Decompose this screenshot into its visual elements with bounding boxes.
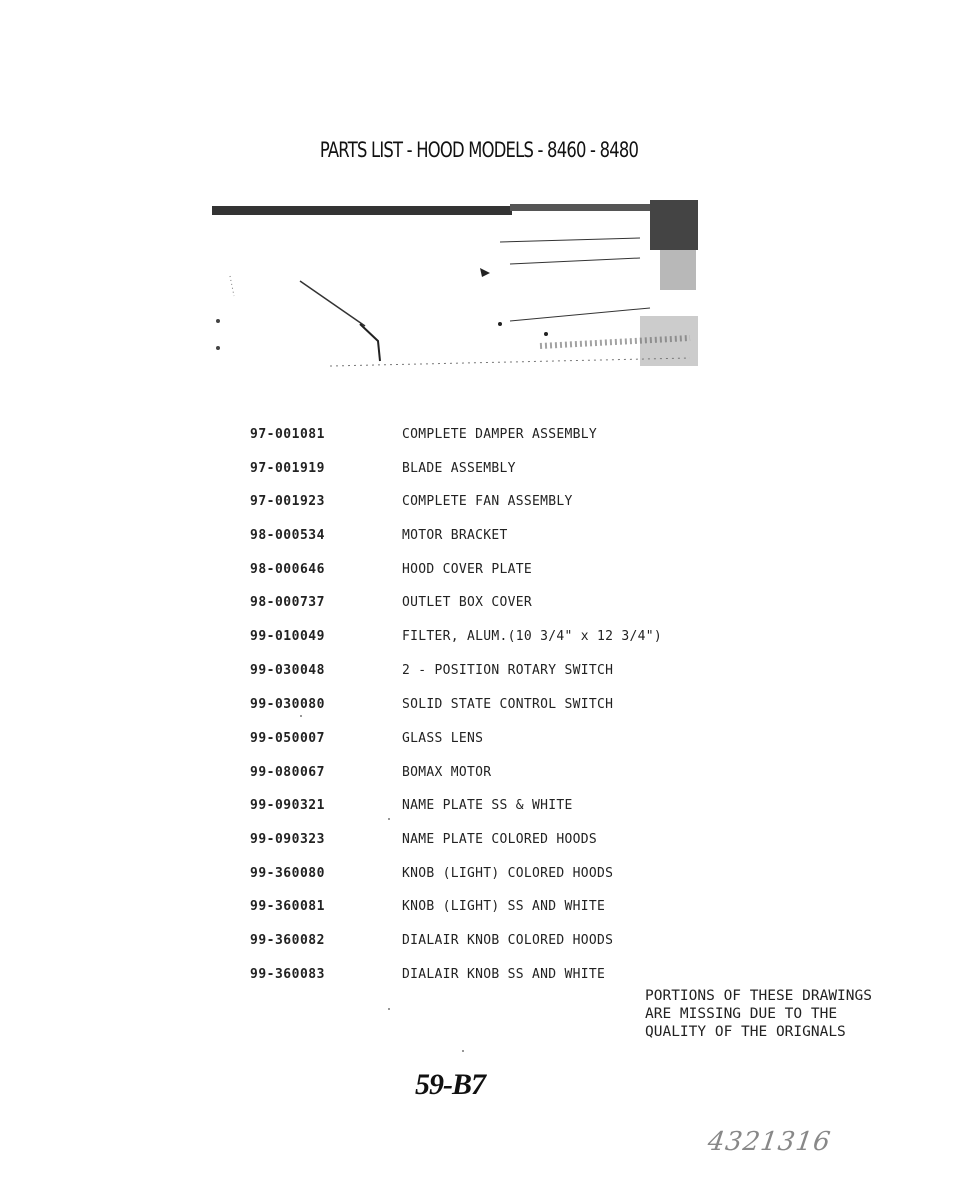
note-line: ARE MISSING DUE TO THE <box>645 1006 838 1022</box>
page-title: PARTS LIST - HOOD MODELS - 8460 - 8480 <box>319 138 639 162</box>
part-description: BOMAX MOTOR <box>402 765 492 780</box>
part-number: 99-030048 <box>250 663 325 678</box>
note-line: QUALITY OF THE ORIGNALS <box>645 1024 846 1040</box>
missing-portions-note <box>645 987 872 1041</box>
part-description: NAME PLATE SS & WHITE <box>402 798 573 813</box>
part-description: DIALAIR KNOB COLORED HOODS <box>402 933 614 948</box>
part-number: 98-000534 <box>250 528 325 543</box>
scan-speck <box>388 818 390 820</box>
part-number: 99-090321 <box>250 798 325 813</box>
part-description: HOOD COVER PLATE <box>402 562 533 577</box>
part-description: NAME PLATE COLORED HOODS <box>402 832 598 847</box>
part-number: 99-360080 <box>250 866 325 881</box>
note-line: PORTIONS OF THESE DRAWINGS <box>645 988 872 1004</box>
part-description: KNOB (LIGHT) COLORED HOODS <box>402 866 614 881</box>
part-description: SOLID STATE CONTROL SWITCH <box>402 697 614 712</box>
part-number: 99-360083 <box>250 967 325 982</box>
part-description: 2 - POSITION ROTARY SWITCH <box>402 663 614 678</box>
part-number: 99-050007 <box>250 731 325 746</box>
part-number: 99-090323 <box>250 832 325 847</box>
part-description: GLASS LENS <box>402 731 484 746</box>
hood-drawing <box>210 196 700 382</box>
part-description: DIALAIR KNOB SS AND WHITE <box>402 967 606 982</box>
part-description: KNOB (LIGHT) SS AND WHITE <box>402 899 606 914</box>
part-number: 98-000646 <box>250 562 325 577</box>
part-description: COMPLETE FAN ASSEMBLY <box>402 494 573 509</box>
part-number: 99-360082 <box>250 933 325 948</box>
handwritten-id: 4321316 <box>705 1127 833 1157</box>
part-number: 99-010049 <box>250 629 325 644</box>
scan-speck <box>300 715 302 717</box>
part-number: 97-001081 <box>250 427 325 442</box>
part-description: BLADE ASSEMBLY <box>402 461 516 476</box>
scan-speck <box>462 1050 464 1052</box>
part-description: FILTER, ALUM.(10 3/4" x 12 3/4") <box>402 629 663 644</box>
part-number: 97-001923 <box>250 494 325 509</box>
part-number: 99-080067 <box>250 765 325 780</box>
scan-speck <box>388 1008 390 1010</box>
part-number: 97-001919 <box>250 461 325 476</box>
part-number: 99-030080 <box>250 697 325 712</box>
part-number: 98-000737 <box>250 595 325 610</box>
part-description: COMPLETE DAMPER ASSEMBLY <box>402 427 598 442</box>
part-description: MOTOR BRACKET <box>402 528 508 543</box>
page-number: 59-B7 <box>415 1068 485 1101</box>
part-number: 99-360081 <box>250 899 325 914</box>
part-description: OUTLET BOX COVER <box>402 595 533 610</box>
